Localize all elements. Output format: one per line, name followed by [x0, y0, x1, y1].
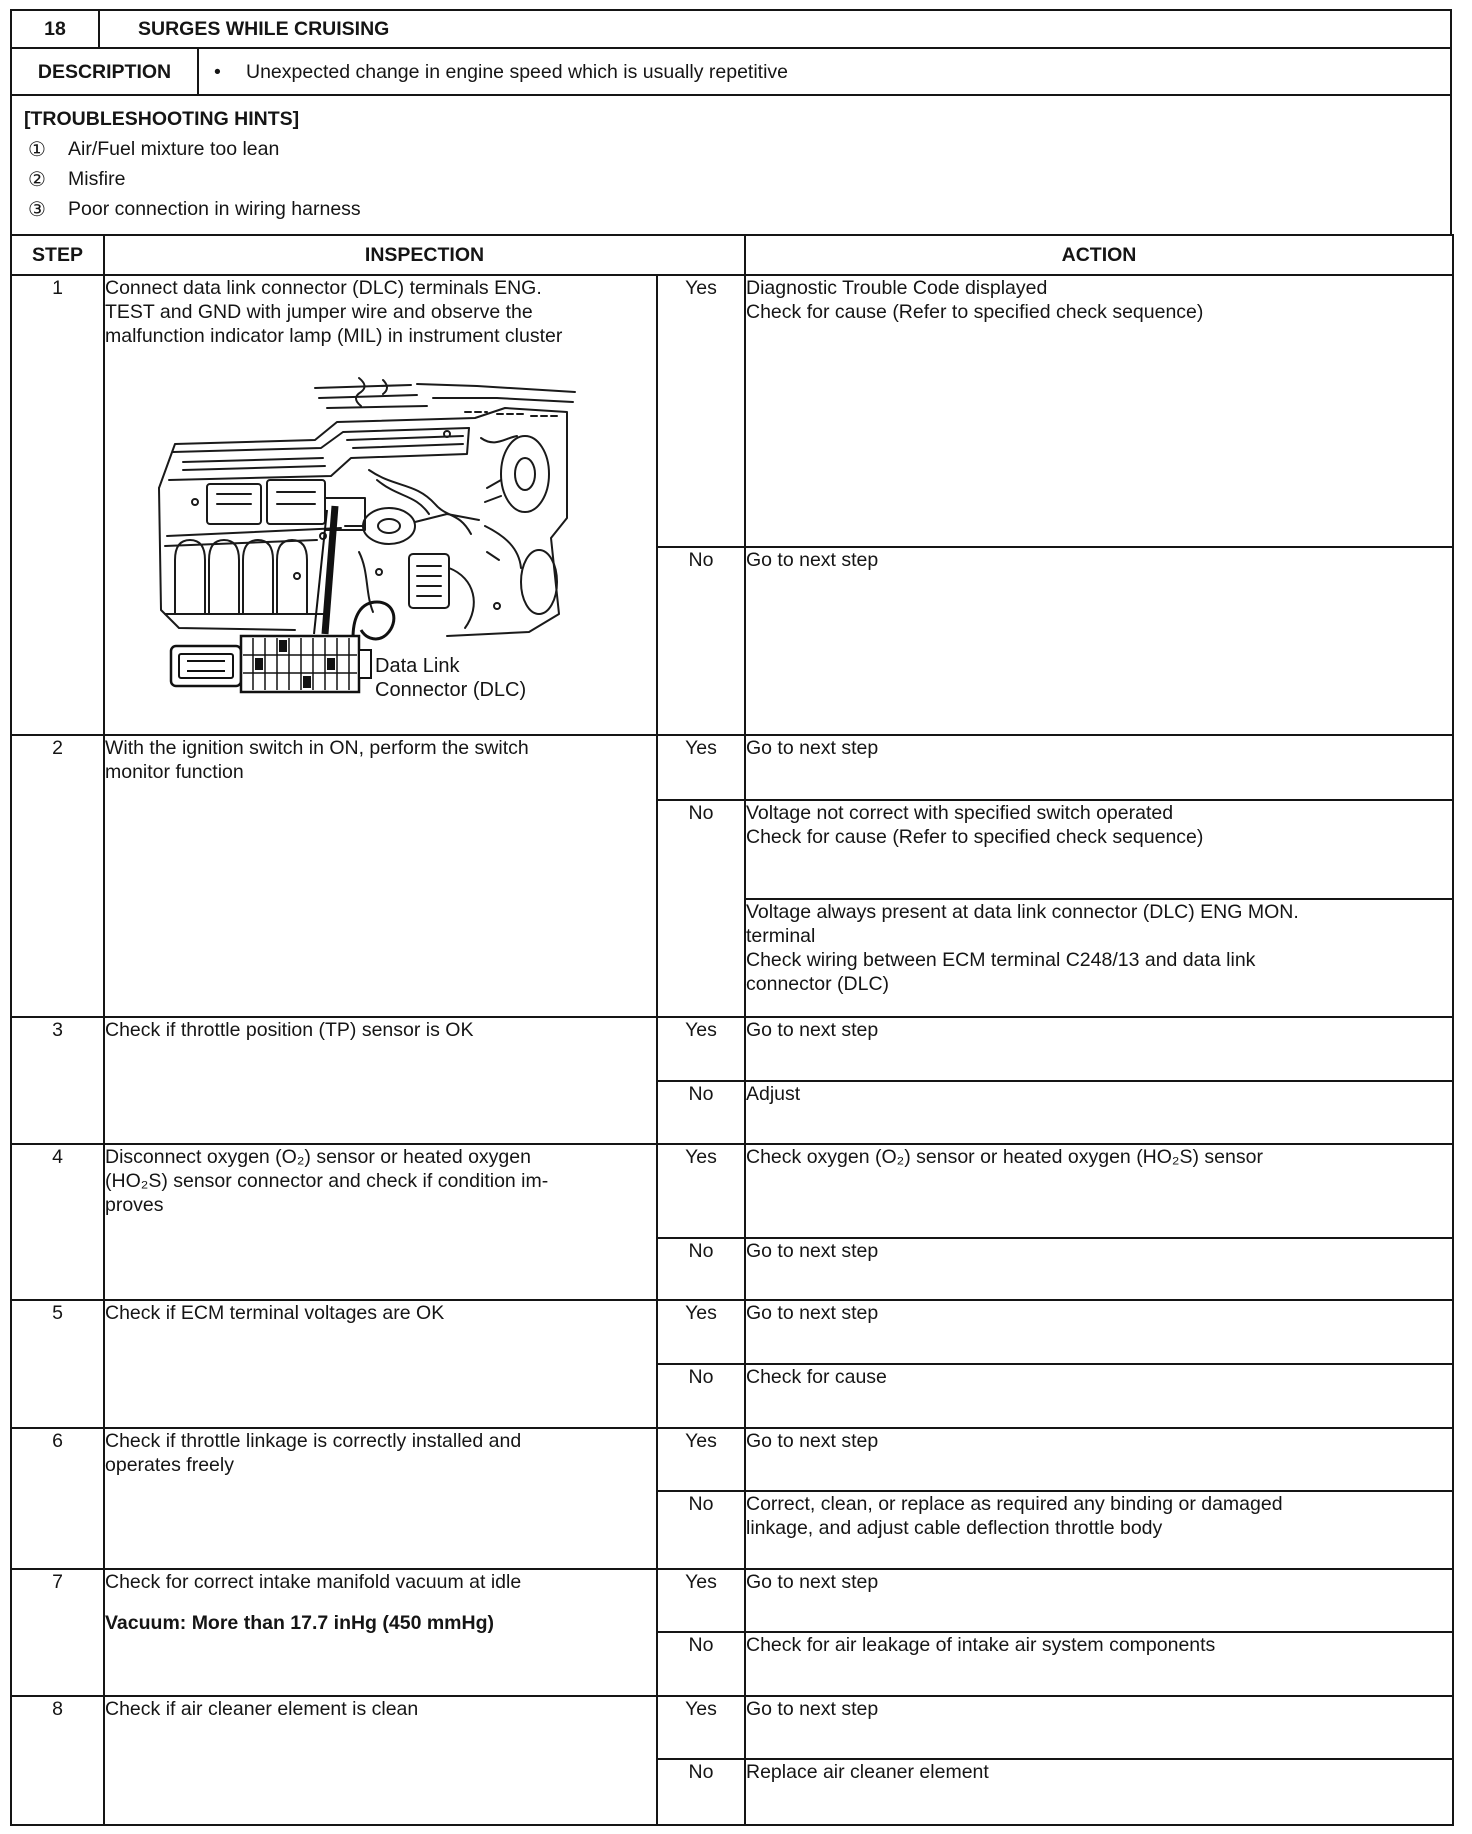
answer-yes: Yes: [657, 275, 745, 547]
step-number: 5: [11, 1300, 104, 1428]
action-cell: Go to next step: [745, 1300, 1453, 1364]
action-cell: Check for cause: [745, 1364, 1453, 1428]
answer-no: No: [657, 1364, 745, 1428]
action-cell: Voltage not correct with specified switch operated Check for cause (Refer to specified check sequence): [745, 800, 1453, 899]
hint-text: Air/Fuel mixture too lean: [68, 138, 280, 160]
circled-number-1-icon: ①: [28, 137, 46, 161]
figure-label-line-1: Data Link: [375, 655, 460, 677]
table-row: [11, 1300, 1453, 1364]
hint-text: Poor connection in wiring harness: [68, 198, 361, 220]
engine-compartment-drawing: [159, 378, 575, 636]
inspection-text: Check if throttle linkage is correctly installed and operates freely: [104, 1428, 657, 1569]
table-row: [11, 1017, 1453, 1081]
action-cell: Go to next step: [745, 1017, 1453, 1081]
step-number: 8: [11, 1696, 104, 1825]
action-cell: Go to next step: [745, 1428, 1453, 1491]
answer-yes: Yes: [657, 1696, 745, 1759]
dlc-connector-drawing: [171, 636, 371, 692]
inspection-text: Connect data link connector (DLC) terminals ENG. TEST and GND with jumper wire and observe the malfunction indicator lamp (MIL) in instrument cluster: [105, 277, 563, 347]
column-header-action: ACTION: [745, 235, 1453, 275]
step-number: 1: [11, 275, 104, 735]
engine-dlc-illustration: [147, 376, 577, 706]
answer-yes: Yes: [657, 735, 745, 800]
answer-no: No: [657, 1491, 745, 1569]
action-cell: Check oxygen (O₂) sensor or heated oxygen (HO₂S) sensor: [745, 1144, 1453, 1238]
hint-text: Misfire: [68, 168, 126, 190]
answer-no: No: [657, 1759, 745, 1825]
answer-yes: Yes: [657, 1569, 745, 1632]
description-content: [199, 49, 1450, 94]
action-cell: Go to next step: [745, 1238, 1453, 1300]
figure-label-line-2: Connector (DLC): [375, 679, 527, 701]
step-number: 4: [11, 1144, 104, 1300]
step-number: 7: [11, 1569, 104, 1696]
description-label: DESCRIPTION: [12, 49, 199, 94]
step-number: 2: [11, 735, 104, 1017]
inspection-content: [105, 276, 656, 706]
column-header-row: [11, 235, 1453, 275]
step-number: 6: [11, 1428, 104, 1569]
procedure-number: 18: [12, 11, 100, 47]
action-cell: Replace air cleaner element: [745, 1759, 1453, 1825]
inspection-cell: [104, 1569, 657, 1696]
answer-yes: Yes: [657, 1300, 745, 1364]
hint-item: [24, 194, 1438, 224]
table-row: [11, 1144, 1453, 1238]
inspection-text: Check if throttle position (TP) sensor is OK: [104, 1017, 657, 1144]
answer-no: No: [657, 1081, 745, 1144]
hint-item: [24, 134, 1438, 164]
table-row: [11, 1696, 1453, 1759]
action-cell: Go to next step: [745, 1696, 1453, 1759]
answer-yes: Yes: [657, 1017, 745, 1081]
action-cell: Go to next step: [745, 735, 1453, 800]
action-cell: Go to next step: [745, 547, 1453, 735]
inspection-text: Disconnect oxygen (O₂) sensor or heated oxygen (HO₂S) sensor connector and check if condition im- proves: [104, 1144, 657, 1300]
action-cell: Go to next step: [745, 1569, 1453, 1632]
hints-title: [TROUBLESHOOTING HINTS]: [24, 108, 300, 130]
action-cell: Check for air leakage of intake air system components: [745, 1632, 1453, 1696]
procedure-header: [10, 9, 1452, 49]
inspection-cell: [104, 275, 657, 735]
table-row: [11, 1428, 1453, 1491]
inspection-text: Check if ECM terminal voltages are OK: [104, 1300, 657, 1428]
answer-no: No: [657, 547, 745, 735]
table-row: [11, 275, 1453, 547]
table-row: [11, 735, 1453, 800]
step-number: 3: [11, 1017, 104, 1144]
procedure-title: SURGES WHILE CRUISING: [138, 18, 390, 40]
answer-yes: Yes: [657, 1144, 745, 1238]
column-header-inspection: INSPECTION: [104, 235, 745, 275]
action-cell: Diagnostic Trouble Code displayed Check for cause (Refer to specified check sequence): [745, 275, 1453, 547]
bullet-icon: •: [214, 60, 221, 83]
description-row: [10, 49, 1452, 96]
inspection-table: [10, 234, 1454, 1826]
circled-number-3-icon: ③: [28, 197, 46, 221]
inspection-text: With the ignition switch in ON, perform the switch monitor function: [104, 735, 657, 1017]
answer-yes: Yes: [657, 1428, 745, 1491]
inspection-text: Check if air cleaner element is clean: [104, 1696, 657, 1825]
inspection-text: Check for correct intake manifold vacuum at idle: [105, 1571, 522, 1593]
answer-no: No: [657, 800, 745, 1017]
table-row: [11, 1569, 1453, 1632]
description-text: Unexpected change in engine speed which is usually repetitive: [246, 60, 789, 83]
action-cell: Correct, clean, or replace as required any binding or damaged linkage, and adjust cable deflection throttle body: [745, 1491, 1453, 1569]
answer-no: No: [657, 1238, 745, 1300]
troubleshooting-hints: [10, 96, 1452, 234]
circled-number-2-icon: ②: [28, 167, 46, 191]
action-cell: Adjust: [745, 1081, 1453, 1144]
column-header-step: STEP: [11, 235, 104, 275]
answer-no: No: [657, 1632, 745, 1696]
hint-item: [24, 164, 1438, 194]
action-cell: Voltage always present at data link connector (DLC) ENG MON. terminal Check wiring between ECM terminal C248/13 and data link connector (DLC): [745, 899, 1453, 1017]
troubleshooting-sheet: [10, 9, 1452, 1826]
vacuum-specification: Vacuum: More than 17.7 inHg (450 mmHg): [105, 1612, 495, 1634]
